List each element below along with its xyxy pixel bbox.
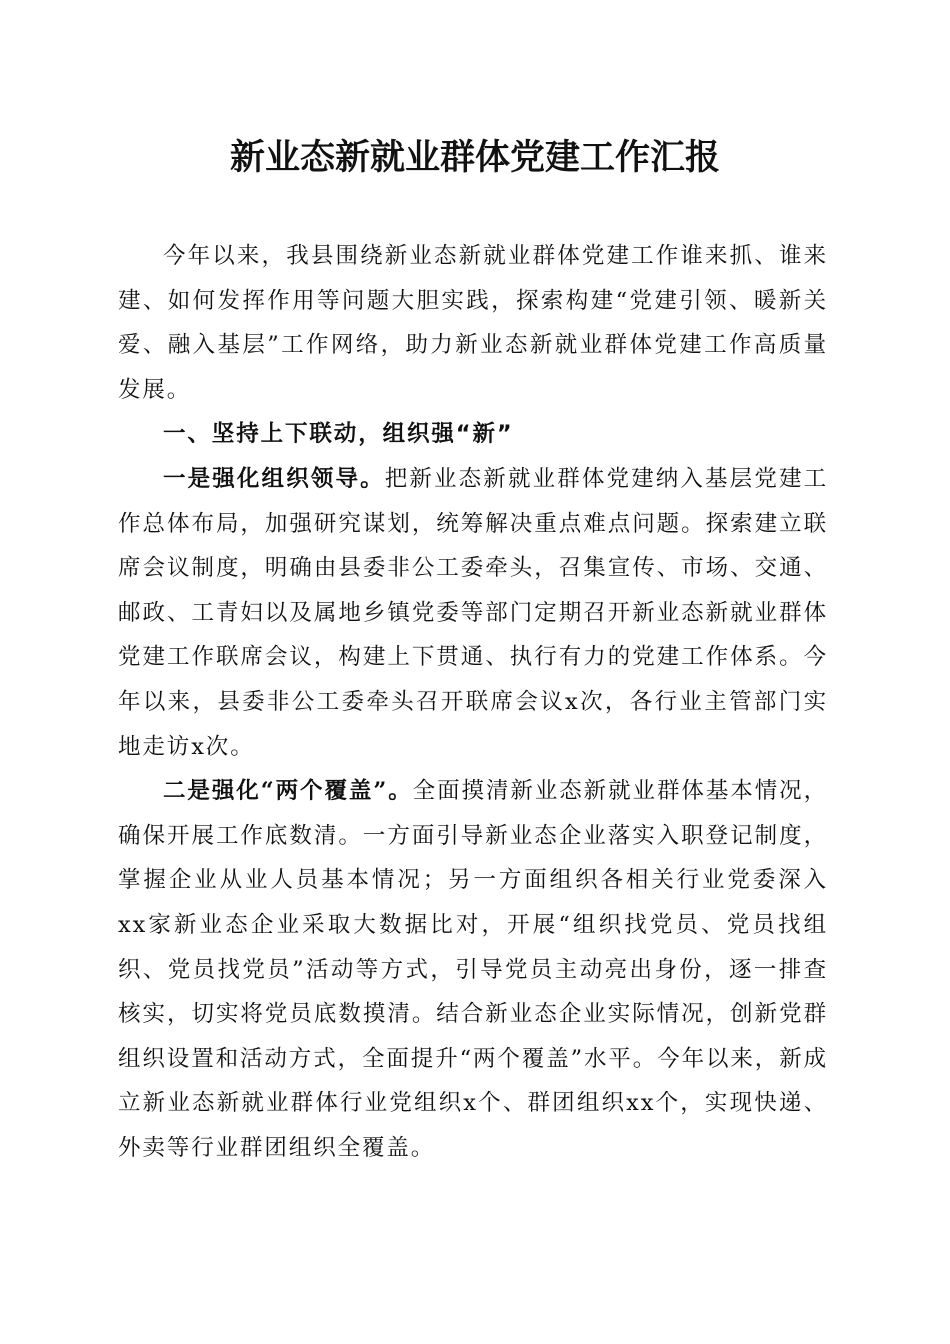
section-heading: 一、坚持上下联动，组织强“新” xyxy=(163,421,514,448)
paragraph-2-lead: 二是强化“两个覆盖”。 xyxy=(163,778,413,805)
paragraph-2 xyxy=(118,769,828,1170)
paragraph-1-lead: 一是强化组织领导。 xyxy=(163,465,385,492)
document-title: 新业态新就业群体党建工作汇报 xyxy=(229,137,720,178)
paragraph-2-text: 全面摸清新业态新就业群体基本情况，确保开展工作底数清。一方面引导新业态企业落实入职登记制度，掌握企业从业人员基本情况；另一方面组织各相关行业党委深入xx家新业态企业采取大数据比对，开展“组织找党员、党员找组织、党员找党员”活动等方式，引导党员主动亮出身份，逐一排查核实，切实将党员底数摸清。结合新业态企业实际情况，创新党群组织设置和活动方式，全面提升“两个覆盖”水平。今年以来，新成立新业态新就业群体行业党组织x个、群团组织xx个，实现快递、外卖等行业群团组织全覆盖。 xyxy=(118,778,829,1161)
document-body xyxy=(118,234,828,1170)
paragraph-1 xyxy=(118,457,828,769)
paragraph-1-text: 把新业态新就业群体党建纳入基层党建工作总体布局，加强研究谋划，统筹解决重点难点问题。探索建立联席会议制度，明确由县委非公工委牵头，召集宣传、市场、交通、邮政、工青妇以及属地乡镇党委等部门定期召开新业态新就业群体党建工作联席会议，构建上下贯通、执行有力的党建工作体系。今年以来，县委非公工委牵头召开联席会议x次，各行业主管部门实地走访x次。 xyxy=(118,465,828,760)
intro-paragraph: 今年以来，我县围绕新业态新就业群体党建工作谁来抓、谁来建、如何发挥作用等问题大胆实践，探索构建“党建引领、暖新关爱、融入基层”工作网络，助力新业态新就业群体党建工作高质量发展。 xyxy=(118,243,828,403)
